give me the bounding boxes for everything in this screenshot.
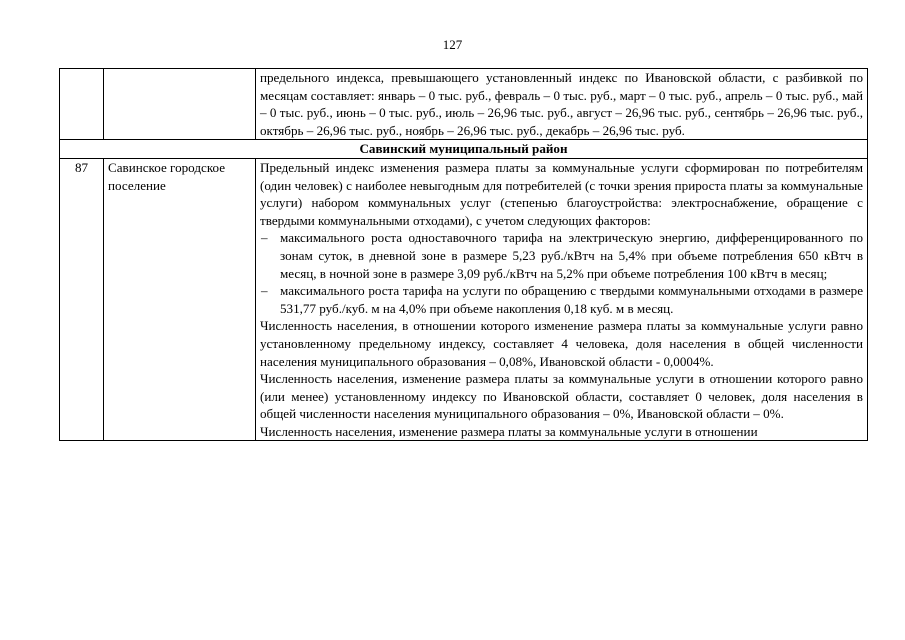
tariff-table (59, 68, 868, 441)
population-paragraph-1: Численность населения, в отношении которого изменение размера платы за коммунальные услуги равно установленному предельному индексу, составляет 4 человека, доля населения в общей численности населения муниципального образования – 0,08%, Ивановской области - 0,0004%. (260, 318, 863, 369)
page-number: 127 (442, 37, 463, 52)
continuation-text: предельного индекса, превышающего установленный индекс по Ивановской области, с разбивкой по месяцам составляет: январь – 0 тыс. руб., февраль – 0 тыс. руб., март – 0 тыс. руб., апрель – 0 тыс. руб., май – 0 тыс. руб., июнь – 0 тыс. руб., июль – 26,96 тыс. руб., август – 26,96 тыс. руб., сентябрь – 26,96 тыс. руб., октябрь – 26,96 тыс. руб., ноябрь – 26,96 тыс. руб., декабрь – 26,96 тыс. руб. (256, 69, 868, 140)
row-number: 87 (60, 158, 104, 441)
bullet-text: максимального роста одноставочного тарифа на электрическую энергию, дифференцированного по зонам суток, в дневной зоне в размере 5,23 руб./кВтч на 5,4% при объеме потребления 650 кВтч в месяц, в ночной зоне в размере 3,09 руб./кВтч на 5,2% при объеме потребления 100 кВтч в месяц; (280, 230, 863, 281)
population-paragraph-2: Численность населения, изменение размера платы за коммунальные услуги в отношении которого равно (или менее) установленному индексу по Ивановской области, составляет 0 человек, доля населения в общей численности населения муниципального образования – 0%, Ивановской области – 0%. (260, 371, 863, 422)
row-description (256, 158, 868, 441)
population-paragraph-3: Численность населения, изменение размера платы за коммунальные услуги в отношении (260, 423, 758, 439)
factor-bullet-waste (260, 282, 863, 317)
factor-bullet-electricity (260, 229, 863, 282)
bullet-text: максимального роста тарифа на услуги по обращению с твердыми коммунальными отходами в размере 531,77 руб./куб. м на 4,0% при объеме накопления 0,18 куб. м в месяц. (280, 283, 863, 316)
bullet-dash: – (261, 283, 268, 299)
table-row-continuation (60, 69, 868, 140)
intro-paragraph: Предельный индекс изменения размера платы за коммунальные услуги сформирован по потребителям (один человек) с наиболее невыгодным для потребителей (с точки зрения прироста платы за коммунальные услуги) набором коммунальных услуг (степенью благоустройства: электроснабжение, обращение с твердыми коммунальными отходами), с учетом следующих факторов: (260, 159, 863, 228)
table-row-87 (60, 158, 868, 441)
section-header: Савинский муниципальный район (60, 140, 868, 159)
settlement-name: Савинское городское поселение (104, 158, 256, 441)
cell-number-empty (60, 69, 104, 140)
bullet-dash: – (261, 230, 268, 246)
table-row-section (60, 140, 868, 159)
cell-settlement-empty (104, 69, 256, 140)
